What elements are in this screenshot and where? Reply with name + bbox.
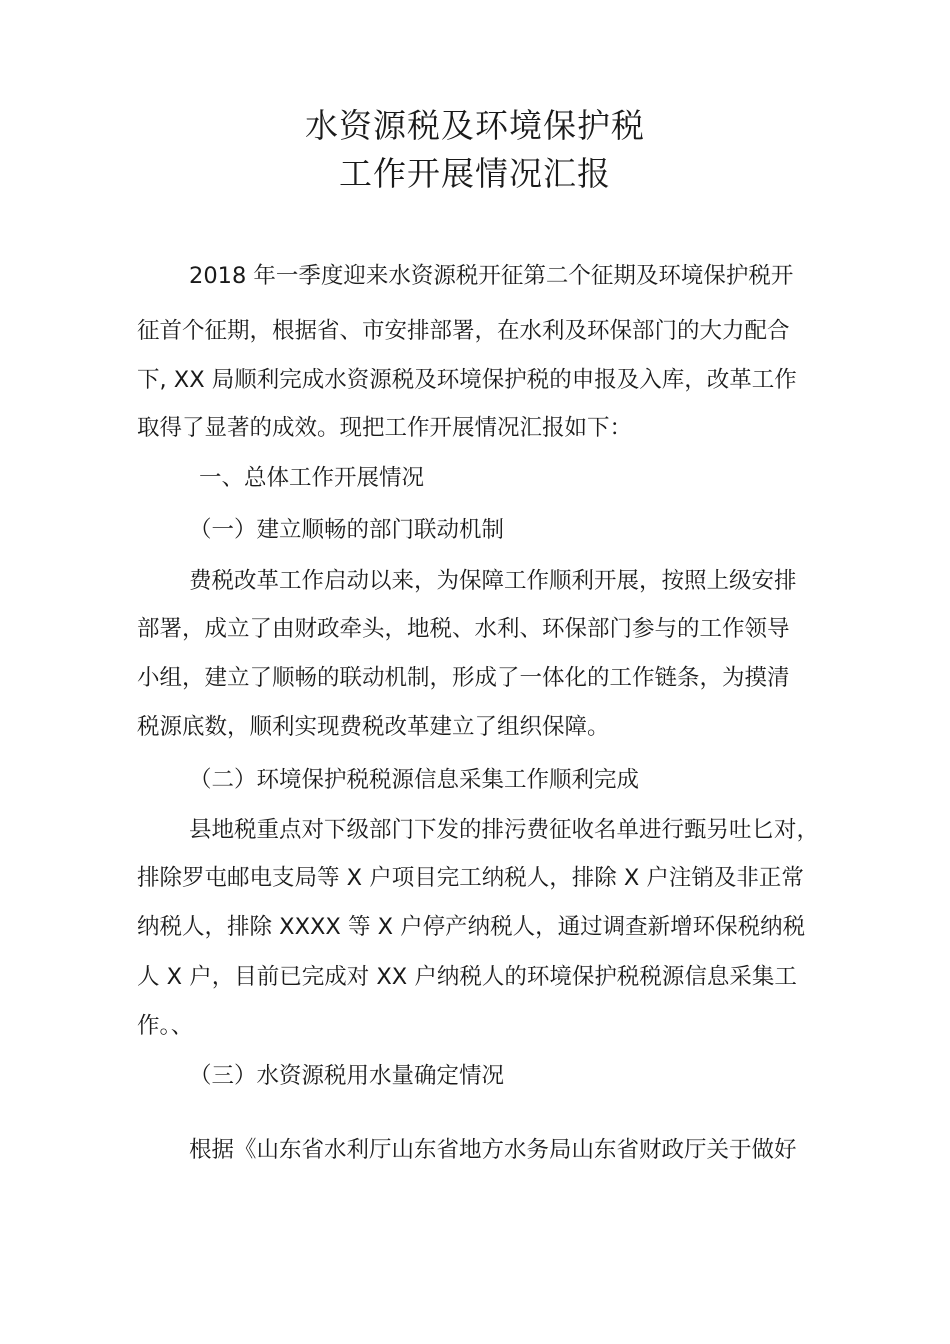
paragraph-line: 县地税重点对下级部门下发的排污费征收名单进行甄另吐匕对， xyxy=(189,817,820,843)
subsection-heading: （一）建立顺畅的部门联动机制 xyxy=(189,517,505,543)
paragraph-line: 纳税人，排除 XXXX 等 X 户停产纳税人，通过调查新增环保税纳税 xyxy=(137,914,806,940)
document-title-line-1: 水资源税及环境保护税 xyxy=(305,106,645,145)
paragraph-line: 税源底数，顺利实现费税改革建立了组织保障。 xyxy=(137,714,610,740)
intro-line: 征首个征期，根据省、市安排部署，在水利及环保部门的大力配合 xyxy=(137,318,790,344)
document-title-line-2: 工作开展情况汇报 xyxy=(339,154,611,193)
paragraph-line: 小组，建立了顺畅的联动机制，形成了一体化的工作链条，为摸清 xyxy=(137,665,790,691)
paragraph-line: 根据《山东省水利厅山东省地方水务局山东省财政厅关于做好 xyxy=(189,1137,797,1163)
paragraph-line: 人 X 户，目前已完成对 XX 户纳税人的环境保护税税源信息采集工 xyxy=(137,964,797,990)
paragraph-line: 作。、 xyxy=(137,1013,194,1039)
paragraph-line: 排除罗屯邮电支局等 X 户项目完工纳税人，排除 X 户注销及非正常 xyxy=(137,865,804,891)
paragraph-line: 费税改革工作启动以来，为保障工作顺利开展，按照上级安排 xyxy=(189,568,797,594)
paragraph-line: 部署，成立了由财政牵头，地税、水利、环保部门参与的工作领导 xyxy=(137,616,790,642)
subsection-heading: （二）环境保护税税源信息采集工作顺利完成 xyxy=(189,767,640,793)
intro-line: 下, XX 局顺利完成水资源税及环境保护税的申报及入库，改革工作 xyxy=(137,367,797,393)
intro-line: 2018 年一季度迎来水资源税开征第二个征期及环境保护税开 xyxy=(189,263,794,289)
section-heading: 一、总体工作开展情况 xyxy=(199,465,425,491)
intro-line: 取得了显著的成效。现把工作开展情况汇报如下： xyxy=(137,415,633,441)
subsection-heading: （三）水资源税用水量确定情况 xyxy=(189,1063,505,1089)
